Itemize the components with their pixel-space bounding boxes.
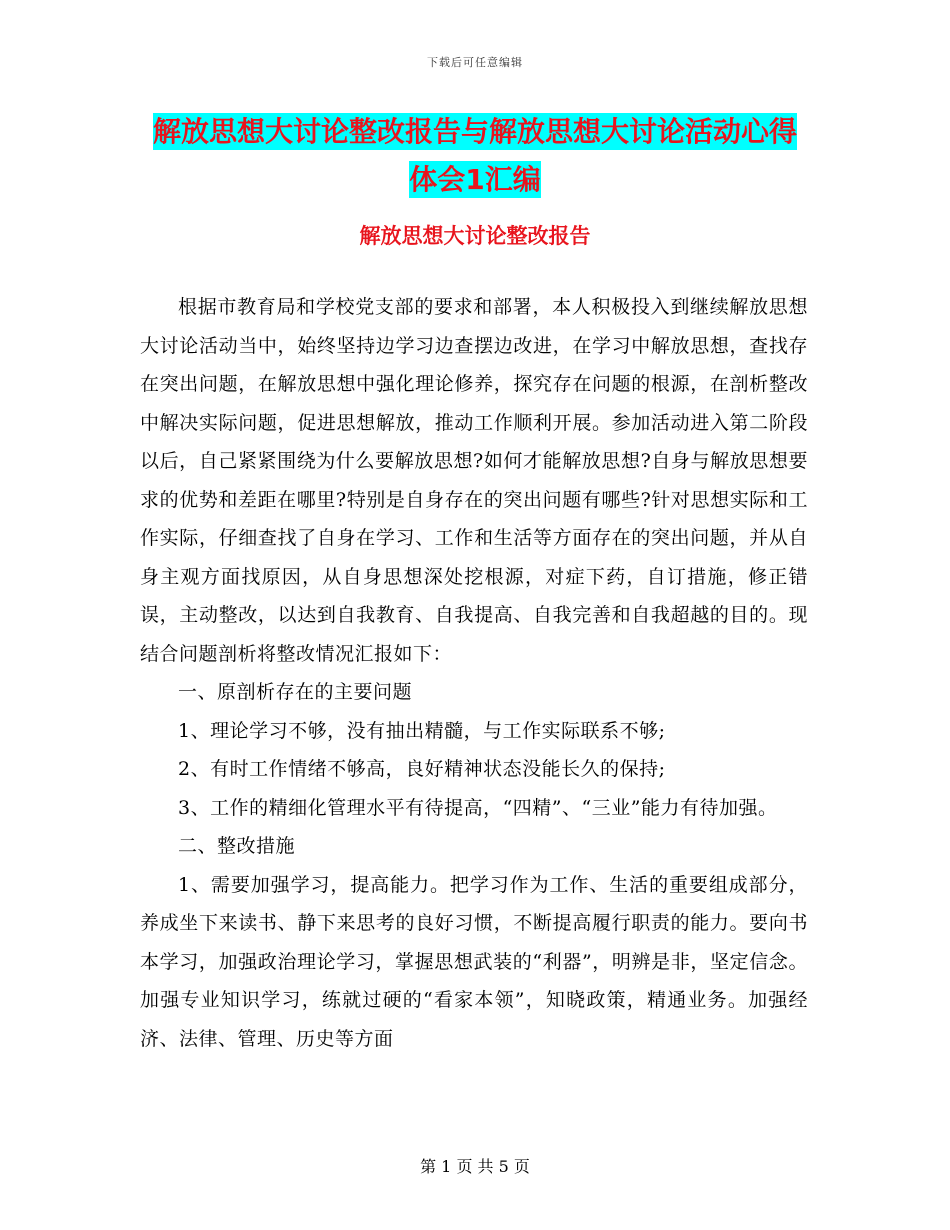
- section-title: 解放思想大讨论整改报告: [359, 224, 591, 248]
- paragraph: 2、有时工作情绪不够高，良好精神状态没能长久的保持;: [178, 758, 666, 780]
- paragraph: 根据市教育局和学校党支部的要求和部署，本人积极投入到继续解放思想大讨论活动当中，始终坚持边学习边查摆边改进，在学习中解放思想，查找存在突出问题，在解放思想中强化理论修养，探究存在问题的根源，在剖析整改中解决实际问题，促进思想解放，推动工作顺利开展。参加活动进入第二阶段以后，自己紧紧围绕为什么要解放思想?如何才能解放思想?自身与解放思想要求的优势和差距在哪里?特别是自身存在的突出问题有哪些?针对思想实际和工作实际，仔细查找了自身在学习、工作和生活等方面存在的突出问题，并从自身主观方面找原因，从自身思想深处挖根源，对症下药，自订措施，修正错误，主动整改，以达到自我教育、自我提高、自我完善和自我超越的目的。现结合问题剖析将整改情况汇报如下：: [140, 296, 808, 665]
- paragraph: 二、整改措施: [178, 835, 296, 857]
- page-footer: 第 1 页 共 5 页: [420, 1157, 530, 1176]
- paragraph: 1、需要加强学习，提高能力。把学习作为工作、生活的重要组成部分，养成坐下来读书、静下来思考的良好习惯，不断提高履行职责的能力。要向书本学习，加强政治理论学习，掌握思想武装的“利器”，明辨是非，坚定信念。加强专业知识学习，练就过硬的“看家本领”，知晓政策，精通业务。加强经济、法律、管理、历史等方面: [140, 873, 808, 1050]
- paragraph: 3、工作的精细化管理水平有待提高，“四精”、“三业”能力有待加强。: [178, 796, 778, 819]
- main-title-line-2: 体会1汇编: [409, 163, 541, 196]
- header-note: 下载后可任意编辑: [427, 56, 523, 69]
- main-title: [140, 108, 810, 204]
- body-text: [140, 288, 808, 1058]
- paragraph: 1、理论学习不够，没有抽出精髓，与工作实际联系不够;: [178, 719, 666, 742]
- main-title-line-1: 解放思想大讨论整改报告与解放思想大讨论活动心得: [152, 115, 797, 148]
- paragraph: 一、原剖析存在的主要问题: [178, 681, 413, 703]
